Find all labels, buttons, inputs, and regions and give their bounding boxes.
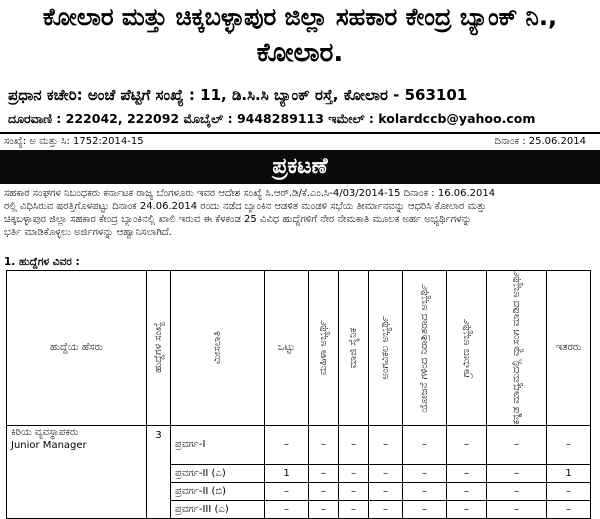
table-cell: – bbox=[309, 425, 339, 464]
section-title: 1. ಹುದ್ದೆಗಳ ವಿವರ : bbox=[4, 256, 80, 268]
table-cell: 1 bbox=[265, 464, 309, 482]
paragraph-line: ಚಿಕ್ಕಬಳ್ಳಾಪುರ ಜಿಲ್ಲಾ ಸಹಕಾರ ಕೇಂದ್ರ ಬ್ಯಾಂಕಿನಲ್ಲಿ ಖಾಲಿ ಇರುವ ಈ ಕೆಳಕಂಡ 25 ವಿವಿಧ ಹುದ್ದೆಗಳಿಗೆ ನೇರ ನೇಮಕಾತಿ ಮೂಲಕ ಅರ್ಹ ಅಭ್ಯರ್ಥಿಗಳನ್ನು bbox=[4, 214, 472, 225]
category-cell: ಪ್ರವರ್ಗ-II (ಎ) bbox=[171, 464, 265, 482]
table-cell: – bbox=[403, 464, 447, 482]
bank-name-heading: ಕೋಲಾರ ಮತ್ತು ಚಿಕ್ಕಬಳ್ಳಾಪುರ ಜಿಲ್ಲಾ ಸಹಕಾರ ಕೇಂದ್ರ ಬ್ಯಾಂಕ್ ನಿ., bbox=[42, 3, 558, 31]
contact-line: ದೂರವಾಣಿ : 222042, 222092 ಮೊಬೈಲ್ : 9448289113 ಇಮೇಲ್ : kolardccb@yahoo.com bbox=[8, 111, 536, 126]
head-office-address: ಪ್ರಧಾನ ಕಚೇರಿ: ಅಂಚೆ ಪೆಟ್ಟಿಗೆ ಸಂಖ್ಯೆ : 11, ಡಿ.ಸಿ.ಸಿ ಬ್ಯಾಂಕ್ ರಸ್ತೆ, ಕೋಲಾರ - 563101 bbox=[8, 86, 468, 104]
table-row bbox=[7, 425, 591, 464]
table-cell: – bbox=[339, 425, 369, 464]
table-cell: – bbox=[339, 482, 369, 500]
header-reservation: ಮೀಸಲಾತಿ bbox=[171, 271, 265, 426]
header-others: ಇತರರು bbox=[547, 271, 591, 426]
table-cell: – bbox=[403, 482, 447, 500]
table-cell: – bbox=[487, 500, 547, 518]
table-cell: – bbox=[309, 500, 339, 518]
table-cell: – bbox=[265, 482, 309, 500]
table-cell: – bbox=[369, 482, 403, 500]
table-cell: – bbox=[447, 425, 487, 464]
header-women: ಮಹಿಳಾ ಅಭ್ಯರ್ಥಿ bbox=[309, 271, 339, 426]
table-cell: – bbox=[265, 500, 309, 518]
vacancy-table bbox=[6, 270, 591, 519]
header-job-name: ಹುದ್ದೆಯ ಹೆಸರು bbox=[7, 271, 147, 426]
reference-date: ದಿನಾಂಕ : 25.06.2014 bbox=[494, 136, 586, 147]
table-cell: – bbox=[547, 425, 591, 464]
table-cell: – bbox=[447, 464, 487, 482]
table-cell: – bbox=[339, 500, 369, 518]
reference-number: ಸಂಖ್ಯೆ: ಅ ಮತ್ತು ಸಿ: 1752:2014-15 bbox=[4, 136, 144, 147]
reference-row bbox=[0, 132, 600, 150]
table-cell: – bbox=[369, 500, 403, 518]
paragraph-line: ಸಹಕಾರ ಸಂಘಗಳ ನಿಬಂಧಕರು ಕರ್ನಾಟಕ ರಾಜ್ಯ ಬೆಂಗಳೂರು ಇವರ ಆದೇಶ ಸಂಖ್ಯೆ ಸಿ.ಆರ್.ಡಿ/ಕೆ.ಎಂ.ಸಿ-4/03/2014-15 ದಿನಾಂಕ : 16.06.2014 bbox=[4, 188, 496, 199]
table-cell: – bbox=[547, 482, 591, 500]
header-rural: ಗ್ರಾಮೀಣ ಅಭ್ಯರ್ಥಿ bbox=[447, 271, 487, 426]
header-post-count: ಹುದ್ದೆಗಳ ಸಂಖ್ಯೆ bbox=[147, 271, 171, 426]
header-kannada-medium: ಕನ್ನಡ ಮಾಧ್ಯಮದಲ್ಲಿ ವ್ಯಾಸಂಗ ಮಾಡಿದ ಅಭ್ಯರ್ಥಿ bbox=[487, 271, 547, 426]
job-name-kannada: ಕಿರಿಯ ವ್ಯವಸ್ಥಾಪಕರು bbox=[11, 426, 79, 438]
table-cell: 1 bbox=[547, 464, 591, 482]
table-cell: – bbox=[369, 425, 403, 464]
table-cell: – bbox=[487, 482, 547, 500]
table-cell: – bbox=[309, 482, 339, 500]
table-header-row bbox=[7, 271, 591, 426]
table-cell: – bbox=[487, 464, 547, 482]
category-cell: ಪ್ರವರ್ಗ-III (ಎ) bbox=[171, 500, 265, 518]
category-cell: ಪ್ರವರ್ಗ-I bbox=[171, 425, 265, 464]
announcement-paragraph bbox=[4, 187, 596, 239]
job-name-english: Junior Manager bbox=[11, 439, 87, 451]
table-cell: – bbox=[339, 464, 369, 482]
announcement-banner: ಪ್ರಕಟಣೆ bbox=[0, 150, 600, 184]
table-cell: – bbox=[447, 482, 487, 500]
job-count-cell: 3 bbox=[147, 425, 171, 518]
table-cell: – bbox=[403, 500, 447, 518]
table-cell: – bbox=[547, 500, 591, 518]
header-disabled: ಅಂಗವಿಕಲ ಅಭ್ಯರ್ಥಿ bbox=[369, 271, 403, 426]
table-cell: – bbox=[487, 425, 547, 464]
table-cell: – bbox=[403, 425, 447, 464]
bank-city-heading: ಕೋಲಾರ. bbox=[256, 38, 344, 68]
category-cell: ಪ್ರವರ್ಗ-II (ಬಿ) bbox=[171, 482, 265, 500]
paragraph-line: ರಲ್ಲಿ ವಿಧಿಸಿರುವ ಷರತ್ತಿಗೊಳಪಟ್ಟು ದಿನಾಂಕ 24.06.2014 ರಂದು ನಡೆದ ಬ್ಯಾಂಕಿನ ಆಡಳಿತ ಮಂಡಳಿ ಸಭೆಯ ತೀರ್ಮಾನವನ್ನು ಆಧರಿಸಿ ಕೋಲಾರ ಮತ್ತು bbox=[4, 201, 487, 212]
table-cell: – bbox=[369, 464, 403, 482]
table-cell: – bbox=[309, 464, 339, 482]
table-cell: – bbox=[447, 500, 487, 518]
paragraph-line: ಭರ್ತಿ ಮಾಡಿಕೊಳ್ಳಲು ಅರ್ಜಿಗಳನ್ನು ಆಹ್ವಾನಿಸಲಾಗಿದೆ. bbox=[4, 227, 172, 238]
header-ex-servicemen: ಮಾಜಿ ಸೈನಿಕ bbox=[339, 271, 369, 426]
header-total: ಒಟ್ಟು bbox=[265, 271, 309, 426]
header-project-displaced: ಯೋಜನೆ ಗಳಿಂದ ನಿರಾಶ್ರಿತರಾದ ಅಭ್ಯರ್ಥಿ bbox=[403, 271, 447, 426]
table-cell: – bbox=[265, 425, 309, 464]
job-name-cell bbox=[7, 425, 147, 518]
